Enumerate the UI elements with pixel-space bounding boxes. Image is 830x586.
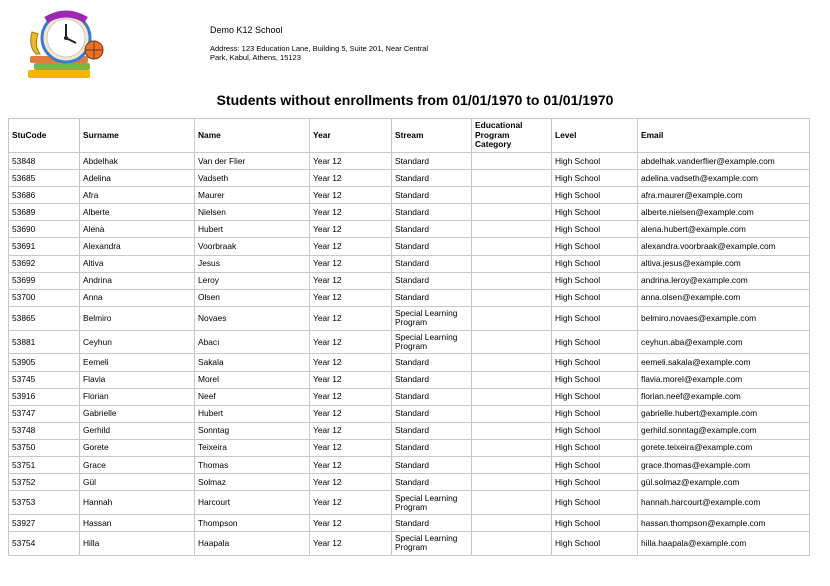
cell-stream: Standard xyxy=(392,439,472,456)
cell-stream: Standard xyxy=(392,457,472,474)
cell-stream: Standard xyxy=(392,289,472,306)
column-header-surname: Surname xyxy=(80,119,195,153)
cell-name: Vadseth xyxy=(195,170,310,187)
cell-level: High School xyxy=(552,187,638,204)
cell-level: High School xyxy=(552,405,638,422)
cell-program-category xyxy=(472,388,552,405)
cell-surname: Afra xyxy=(80,187,195,204)
cell-surname: Gorete xyxy=(80,439,195,456)
cell-name: Leroy xyxy=(195,272,310,289)
cell-year: Year 12 xyxy=(310,170,392,187)
table-row xyxy=(9,153,810,170)
cell-level: High School xyxy=(552,330,638,354)
table-header-row xyxy=(9,119,810,153)
table-row xyxy=(9,422,810,439)
cell-stream: Standard xyxy=(392,354,472,371)
cell-surname: Gabrielle xyxy=(80,405,195,422)
cell-name: Maurer xyxy=(195,187,310,204)
cell-surname: Altiva xyxy=(80,255,195,272)
cell-program-category xyxy=(472,457,552,474)
cell-level: High School xyxy=(552,491,638,515)
column-header-level: Level xyxy=(552,119,638,153)
cell-email: adelina.vadseth@example.com xyxy=(638,170,810,187)
cell-stream: Standard xyxy=(392,388,472,405)
cell-level: High School xyxy=(552,422,638,439)
cell-stream: Special Learning Program xyxy=(392,491,472,515)
cell-surname: Belmiro xyxy=(80,306,195,330)
cell-surname: Andrina xyxy=(80,272,195,289)
cell-name: Solmaz xyxy=(195,474,310,491)
school-logo xyxy=(24,10,108,82)
cell-name: Abacı xyxy=(195,330,310,354)
cell-stucode: 53881 xyxy=(9,330,80,354)
cell-program-category xyxy=(472,221,552,238)
cell-name: Hubert xyxy=(195,221,310,238)
cell-stucode: 53692 xyxy=(9,255,80,272)
cell-email: eemeli.sakala@example.com xyxy=(638,354,810,371)
table-row xyxy=(9,491,810,515)
cell-email: florian.neef@example.com xyxy=(638,388,810,405)
table-row xyxy=(9,272,810,289)
report-title: Students without enrollments from 01/01/1970 to 01/01/1970 xyxy=(216,92,614,108)
cell-stream: Special Learning Program xyxy=(392,306,472,330)
cell-level: High School xyxy=(552,439,638,456)
school-name: Demo K12 School xyxy=(210,25,283,35)
cell-program-category xyxy=(472,153,552,170)
cell-name: Sakala xyxy=(195,354,310,371)
table-row xyxy=(9,439,810,456)
cell-level: High School xyxy=(552,354,638,371)
cell-name: Voorbraak xyxy=(195,238,310,255)
column-header-year: Year xyxy=(310,119,392,153)
cell-surname: Gerhild xyxy=(80,422,195,439)
cell-stream: Standard xyxy=(392,405,472,422)
cell-name: Hubert xyxy=(195,405,310,422)
cell-program-category xyxy=(472,272,552,289)
cell-program-category xyxy=(472,306,552,330)
cell-email: abdelhak.vanderflier@example.com xyxy=(638,153,810,170)
cell-email: andrina.leroy@example.com xyxy=(638,272,810,289)
cell-stream: Standard xyxy=(392,153,472,170)
cell-email: alexandra.voorbraak@example.com xyxy=(638,238,810,255)
cell-year: Year 12 xyxy=(310,422,392,439)
cell-stream: Standard xyxy=(392,371,472,388)
cell-level: High School xyxy=(552,514,638,531)
cell-email: hilla.haapala@example.com xyxy=(638,532,810,556)
cell-name: Sonntag xyxy=(195,422,310,439)
cell-program-category xyxy=(472,405,552,422)
table-row xyxy=(9,238,810,255)
cell-surname: Gül xyxy=(80,474,195,491)
cell-surname: Adelina xyxy=(80,170,195,187)
cell-email: grace.thomas@example.com xyxy=(638,457,810,474)
cell-stream: Standard xyxy=(392,422,472,439)
cell-surname: Flavia xyxy=(80,371,195,388)
cell-name: Nielsen xyxy=(195,204,310,221)
cell-stucode: 53685 xyxy=(9,170,80,187)
table-row xyxy=(9,204,810,221)
cell-name: Morel xyxy=(195,371,310,388)
cell-year: Year 12 xyxy=(310,187,392,204)
table-row xyxy=(9,354,810,371)
cell-program-category xyxy=(472,474,552,491)
cell-surname: Hannah xyxy=(80,491,195,515)
cell-surname: Hilla xyxy=(80,532,195,556)
cell-level: High School xyxy=(552,221,638,238)
cell-email: gabrielle.hubert@example.com xyxy=(638,405,810,422)
cell-year: Year 12 xyxy=(310,405,392,422)
cell-program-category xyxy=(472,491,552,515)
cell-year: Year 12 xyxy=(310,153,392,170)
cell-program-category xyxy=(472,514,552,531)
cell-program-category xyxy=(472,170,552,187)
school-address: Address: 123 Education Lane, Building 5, Suite 201, Near Central Park, Kabul, Athens, 15123 xyxy=(210,44,429,62)
cell-name: Thomas xyxy=(195,457,310,474)
cell-stream: Standard xyxy=(392,187,472,204)
cell-email: hassan.thompson@example.com xyxy=(638,514,810,531)
table-row xyxy=(9,532,810,556)
cell-program-category xyxy=(472,238,552,255)
cell-stucode: 53848 xyxy=(9,153,80,170)
cell-program-category xyxy=(472,255,552,272)
cell-email: anna.olsen@example.com xyxy=(638,289,810,306)
cell-stream: Standard xyxy=(392,255,472,272)
cell-stucode: 53865 xyxy=(9,306,80,330)
cell-stream: Standard xyxy=(392,514,472,531)
cell-name: Olsen xyxy=(195,289,310,306)
table-row xyxy=(9,170,810,187)
cell-level: High School xyxy=(552,388,638,405)
cell-year: Year 12 xyxy=(310,255,392,272)
cell-stucode: 53691 xyxy=(9,238,80,255)
cell-surname: Florian xyxy=(80,388,195,405)
cell-year: Year 12 xyxy=(310,272,392,289)
cell-stucode: 53916 xyxy=(9,388,80,405)
cell-surname: Anna xyxy=(80,289,195,306)
cell-year: Year 12 xyxy=(310,330,392,354)
cell-email: gerhild.sonntag@example.com xyxy=(638,422,810,439)
table-row xyxy=(9,405,810,422)
cell-stream: Standard xyxy=(392,474,472,491)
cell-email: gorete.teixeira@example.com xyxy=(638,439,810,456)
cell-name: Teixeira xyxy=(195,439,310,456)
cell-level: High School xyxy=(552,255,638,272)
table-row xyxy=(9,457,810,474)
cell-name: Thompson xyxy=(195,514,310,531)
cell-stucode: 53750 xyxy=(9,439,80,456)
table-row xyxy=(9,330,810,354)
table-row xyxy=(9,221,810,238)
cell-email: hannah.harcourt@example.com xyxy=(638,491,810,515)
cell-name: Neef xyxy=(195,388,310,405)
cell-level: High School xyxy=(552,238,638,255)
cell-stucode: 53905 xyxy=(9,354,80,371)
cell-stucode: 53751 xyxy=(9,457,80,474)
cell-surname: Eemeli xyxy=(80,354,195,371)
cell-stucode: 53686 xyxy=(9,187,80,204)
cell-stucode: 53700 xyxy=(9,289,80,306)
cell-surname: Abdelhak xyxy=(80,153,195,170)
cell-stucode: 53747 xyxy=(9,405,80,422)
cell-email: alberte.nielsen@example.com xyxy=(638,204,810,221)
cell-program-category xyxy=(472,439,552,456)
cell-year: Year 12 xyxy=(310,491,392,515)
column-header-name: Name xyxy=(195,119,310,153)
cell-program-category xyxy=(472,532,552,556)
cell-level: High School xyxy=(552,272,638,289)
cell-program-category xyxy=(472,289,552,306)
cell-program-category xyxy=(472,204,552,221)
cell-surname: Alexandra xyxy=(80,238,195,255)
cell-stucode: 53748 xyxy=(9,422,80,439)
cell-email: altiva.jesus@example.com xyxy=(638,255,810,272)
cell-name: Haapala xyxy=(195,532,310,556)
cell-email: ceyhun.aba@example.com xyxy=(638,330,810,354)
cell-level: High School xyxy=(552,153,638,170)
cell-level: High School xyxy=(552,474,638,491)
table-row xyxy=(9,371,810,388)
cell-program-category xyxy=(472,187,552,204)
table-body xyxy=(9,153,810,556)
cell-stucode: 53752 xyxy=(9,474,80,491)
cell-stucode: 53754 xyxy=(9,532,80,556)
cell-program-category xyxy=(472,371,552,388)
cell-year: Year 12 xyxy=(310,474,392,491)
cell-year: Year 12 xyxy=(310,371,392,388)
cell-email: gül.solmaz@example.com xyxy=(638,474,810,491)
cell-stucode: 53927 xyxy=(9,514,80,531)
cell-email: alena.hubert@example.com xyxy=(638,221,810,238)
cell-stream: Special Learning Program xyxy=(392,532,472,556)
cell-program-category xyxy=(472,422,552,439)
cell-stucode: 53753 xyxy=(9,491,80,515)
table-row xyxy=(9,306,810,330)
table-row xyxy=(9,187,810,204)
cell-stucode: 53699 xyxy=(9,272,80,289)
cell-stucode: 53690 xyxy=(9,221,80,238)
cell-level: High School xyxy=(552,204,638,221)
cell-year: Year 12 xyxy=(310,388,392,405)
cell-name: Harcourt xyxy=(195,491,310,515)
cell-year: Year 12 xyxy=(310,354,392,371)
cell-surname: Hassan xyxy=(80,514,195,531)
cell-stream: Standard xyxy=(392,170,472,187)
table-row xyxy=(9,474,810,491)
cell-year: Year 12 xyxy=(310,306,392,330)
column-header-stucode: StuCode xyxy=(9,119,80,153)
column-header-stream: Stream xyxy=(392,119,472,153)
cell-program-category xyxy=(472,354,552,371)
cell-year: Year 12 xyxy=(310,514,392,531)
cell-stream: Special Learning Program xyxy=(392,330,472,354)
cell-surname: Ceyhun xyxy=(80,330,195,354)
cell-level: High School xyxy=(552,170,638,187)
table-row xyxy=(9,255,810,272)
cell-email: belmiro.novaes@example.com xyxy=(638,306,810,330)
cell-year: Year 12 xyxy=(310,221,392,238)
cell-stream: Standard xyxy=(392,272,472,289)
cell-year: Year 12 xyxy=(310,457,392,474)
cell-level: High School xyxy=(552,306,638,330)
cell-name: Jesus xyxy=(195,255,310,272)
cell-surname: Alena xyxy=(80,221,195,238)
cell-year: Year 12 xyxy=(310,439,392,456)
table-row xyxy=(9,514,810,531)
cell-level: High School xyxy=(552,289,638,306)
table-row xyxy=(9,289,810,306)
cell-year: Year 12 xyxy=(310,289,392,306)
cell-level: High School xyxy=(552,371,638,388)
students-table xyxy=(8,118,810,556)
cell-surname: Alberte xyxy=(80,204,195,221)
cell-email: flavia.morel@example.com xyxy=(638,371,810,388)
cell-year: Year 12 xyxy=(310,532,392,556)
cell-stream: Standard xyxy=(392,238,472,255)
cell-level: High School xyxy=(552,532,638,556)
cell-level: High School xyxy=(552,457,638,474)
column-header-email: Email xyxy=(638,119,810,153)
cell-year: Year 12 xyxy=(310,204,392,221)
cell-stream: Standard xyxy=(392,204,472,221)
table-row xyxy=(9,388,810,405)
column-header-program-category: Educational Program Category xyxy=(472,119,552,153)
cell-program-category xyxy=(472,330,552,354)
cell-stucode: 53745 xyxy=(9,371,80,388)
cell-email: afra.maurer@example.com xyxy=(638,187,810,204)
cell-year: Year 12 xyxy=(310,238,392,255)
cell-name: Novaes xyxy=(195,306,310,330)
cell-surname: Grace xyxy=(80,457,195,474)
cell-name: Van der Flier xyxy=(195,153,310,170)
cell-stucode: 53689 xyxy=(9,204,80,221)
cell-stream: Standard xyxy=(392,221,472,238)
